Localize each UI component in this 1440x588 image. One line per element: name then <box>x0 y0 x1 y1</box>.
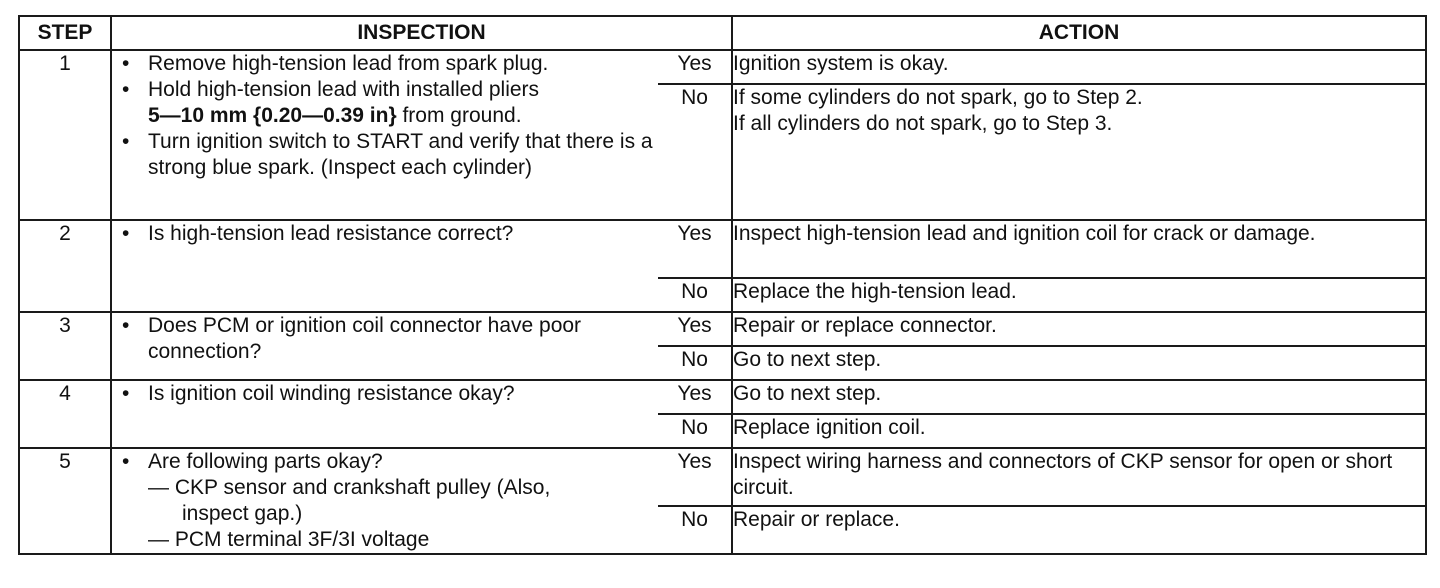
inspection-cell <box>111 380 658 448</box>
step-number: 2 <box>19 220 111 312</box>
yes-label: Yes <box>658 312 732 346</box>
diagnostic-table <box>18 15 1427 555</box>
inspection-cell <box>111 312 658 380</box>
no-action: Go to next step. <box>732 346 1426 380</box>
inspection-text: from ground. <box>396 104 522 127</box>
yes-action: Inspect high-tension lead and ignition coil for crack or damage. <box>732 220 1426 278</box>
table-row <box>19 380 1426 414</box>
no-label: No <box>658 506 732 554</box>
inspection-bullet <box>112 77 658 129</box>
inspection-bullet: • Is high-tension lead resistance correct? <box>112 221 658 247</box>
inspection-cell <box>111 220 658 312</box>
inspection-subitem-cont: inspect gap.) <box>182 502 303 525</box>
yes-label: Yes <box>658 50 732 84</box>
yes-label: Yes <box>658 380 732 414</box>
no-action <box>732 84 1426 220</box>
inspection-bullet: • Are following parts okay? <box>112 449 658 475</box>
header-inspection: INSPECTION <box>111 16 732 50</box>
table-row <box>19 312 1426 346</box>
inspection-subitem: — CKP sensor and crankshaft pulley (Also, <box>148 476 551 499</box>
no-action-line: If some cylinders do not spark, go to Step 2. <box>733 86 1143 109</box>
yes-label: Yes <box>658 448 732 506</box>
yes-label: Yes <box>658 220 732 278</box>
yes-action: Inspect wiring harness and connectors of CKP sensor for open or short circuit. <box>732 448 1426 506</box>
yes-action: Repair or replace connector. <box>732 312 1426 346</box>
inspection-cell <box>111 50 658 220</box>
inspection-bullet: • Does PCM or ignition coil connector have poor connection? <box>112 313 658 365</box>
inspection-cell <box>111 448 658 554</box>
inspection-bullet: • Is ignition coil winding resistance okay? <box>112 381 658 407</box>
step-number: 1 <box>19 50 111 220</box>
header-action: ACTION <box>732 16 1426 50</box>
no-action: Repair or replace. <box>732 506 1426 554</box>
header-step: STEP <box>19 16 111 50</box>
no-label: No <box>658 414 732 448</box>
table-row <box>19 50 1426 84</box>
inspection-bullet: • Remove high-tension lead from spark plug. <box>112 51 658 77</box>
no-label: No <box>658 84 732 220</box>
step-number: 4 <box>19 380 111 448</box>
step-number: 5 <box>19 448 111 554</box>
inspection-subitem: — PCM terminal 3F/3I voltage <box>148 528 430 551</box>
no-action: Replace the high-tension lead. <box>732 278 1426 312</box>
no-action-line: If all cylinders do not spark, go to Step 3. <box>733 112 1113 135</box>
inspection-bullet: • Turn ignition switch to START and verify that there is a strong blue spark. (Inspect each cylinder) <box>112 129 658 181</box>
yes-action: Go to next step. <box>732 380 1426 414</box>
no-label: No <box>658 278 732 312</box>
spec-value: 5—10 mm {0.20—0.39 in} <box>148 104 397 127</box>
no-action: Replace ignition coil. <box>732 414 1426 448</box>
inspection-text: Hold high-tension lead with installed pliers <box>148 78 540 101</box>
table-row <box>19 220 1426 278</box>
header-row <box>19 16 1426 50</box>
step-number: 3 <box>19 312 111 380</box>
no-label: No <box>658 346 732 380</box>
yes-action: Ignition system is okay. <box>732 50 1426 84</box>
table-row <box>19 448 1426 506</box>
